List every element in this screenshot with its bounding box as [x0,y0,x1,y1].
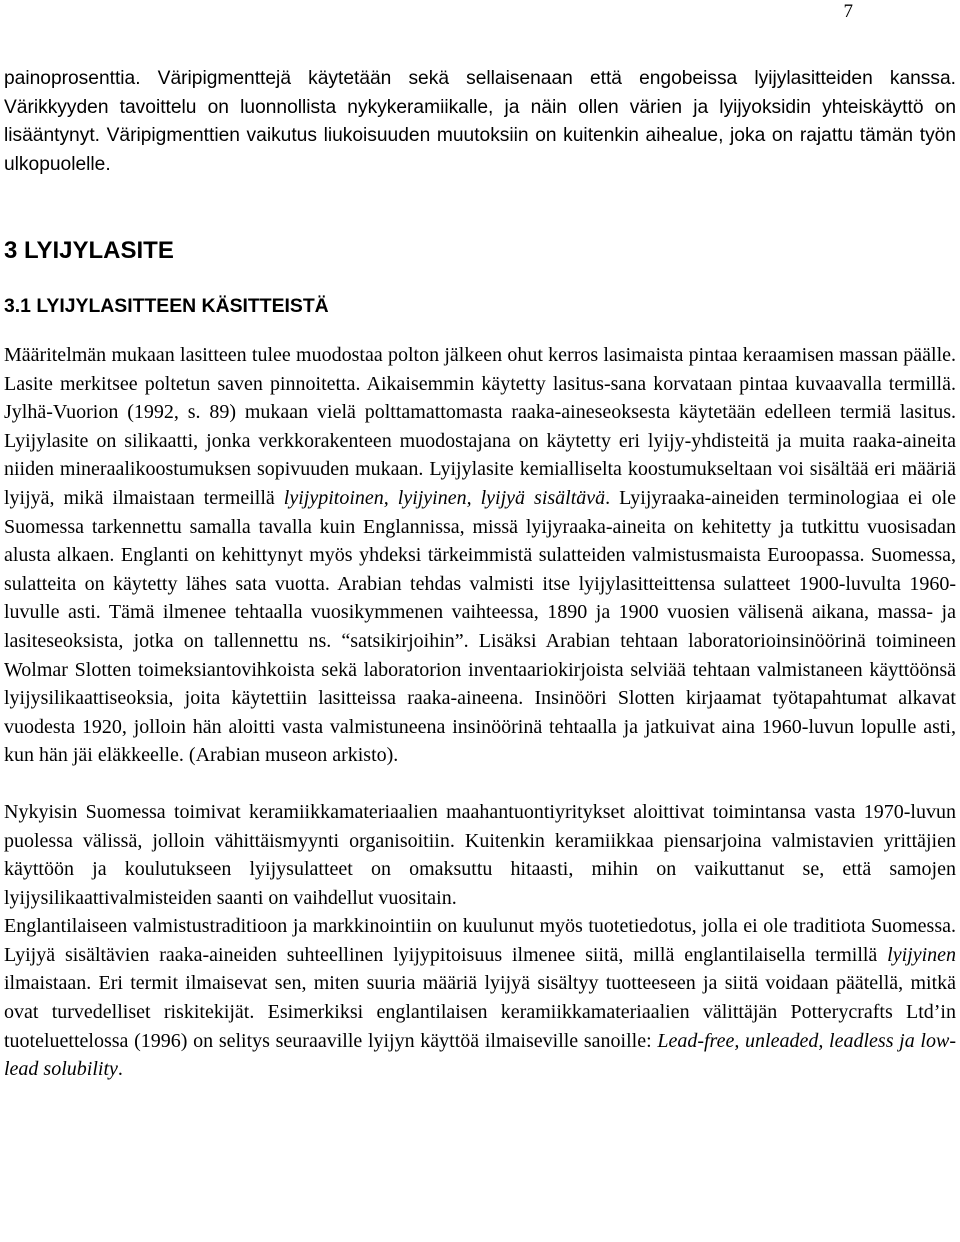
paragraph-3-text-c: . [117,1058,123,1081]
paragraph-3-italic-term: lyijyinen [887,943,956,966]
paragraph-3-italic-terms: Lead-free, unleaded, leadless ja low-lead solubility [4,1029,956,1081]
page-content [4,65,956,1084]
paragraph-1-text-a: Määritelmän mukaan lasitteen tulee muodostaa polton jälkeen ohut kerros lasimaista pintaa keraamisen massan päälle. Lasite merkitsee poltetun saven pinnoitetta. Aikaisemmin käytetty lasitus-sana korvataan pintaa kuvaavalla termillä. Jylhä-Vuorion (1992, s. 89) mukaan vielä polttamattomasta raaka-aineseoksesta käytetään edelleen termiä lasitus. Lyijylasite on silikaatti, jonka verkkorakenteen muodostajana on käytetty eri lyijy-yhdisteitä ja muita raaka-aineita niiden mineraalikoostumuksen sopivuuden mukaan. Lyijylasite kemialliselta koostumukseltaan voi sisältää eri määriä lyijyä, mikä ilmaistaan termeillä [4,344,956,509]
body-paragraph-1 [4,341,956,770]
body-paragraph-2: Nykyisin Suomessa toimivat keramiikkamateriaalien maahantuontiyritykset aloittivat toimintansa vasta 1970-luvun puolessa välissä, jolloin vähittäismyynti organisoitiin. Kuitenkin keramiikkaa piensarjoina valmistavien yrittäjien käyttöön ja koulutukseen lyijysulatteet on omaksuttu hitaasti, mihin on vaikuttanut se, että samojen lyijysilikaattivalmisteiden saanti on vaihdellut vuositain. [4,800,956,909]
paragraph-1-text-b: . Lyijyraaka-aineiden terminologiaa ei ole Suomessa tarkennettu samalla tavalla kuin Englannissa, missä lyijyraaka-aineita on kehitetty ja tutkittu vuosisadan alusta alkaen. Englanti on kehittynyt myös yhdeksi tärkeimmistä sulatteiden valmistusmaista Euroopassa. Suomessa, sulatteita on käytetty lähes sata vuotta. Arabian tehdas valmisti itse lyijylasitteittensa sulatteet 1900-luvulta 1960-luvulle asti. Tämä ilmenee tehtaalla vuosikymmenen vaihteessa, 1890 ja 1900 vuosien välisenä aikana, massa- ja lasiteseoksista, jotka on tallennettu ns. “satsikirjoihin”. Lisäksi Arabian tehtaan laboratorioinsinöörinä toimineen Wolmar Slotten toimeksiantovihkoista sekä laboratorion inventaariokirjoista selviää tehtaan valmistaneen käyttöönsä lyijysilikaattiseoksia, joita käytettiin lasitteissa raaka-aineena. Insinööri Slotten kirjaamat työtapahtumat alkavat vuodesta 1920, jolloin hän aloitti vasta valmistuneena insinöörinä tehtaalla ja jatkuivat aina 1960-luvun lopulle asti, kun hän jäi eläkkeelle. (Arabian museon arkisto). [4,486,956,767]
paragraph-1-italic-terms: lyijypitoinen, lyijyinen, lyijyä sisältävä [283,486,606,509]
page-number: 7 [843,1,853,22]
section-heading: 3.1 LYIJYLASITTEEN KÄSITTEISTÄ [4,295,329,317]
paragraph-3-text-a: Englantilaiseen valmistustraditioon ja markkinointiin on kuulunut myös tuotetiedotus, jolla ei ole traditiota Suomessa. Lyijyä sisältävien raaka-aineiden suhteellinen lyijypitoisuus ilmenee siitä, millä englantilaisella termillä [4,915,956,966]
body-paragraph-3 [4,912,956,1084]
paragraph-3-text-b: ilmaistaan. Eri termit ilmaisevat sen, miten suuria määriä lyijyä sisältyy tuotteeseen ja siitä voidaan päätellä, mitkä ovat turvedelliset riskitekijät. Esimerkiksi englantilaisen keramiikkamateriaalien välittäjän Potterycrafts Ltd’in tuoteluettelossa (1996) on selitys seuraaville lyijyn käyttöä ilmaiseville sanoille: [4,972,956,1052]
chapter-heading: 3 LYIJYLASITE [4,237,174,264]
intro-paragraph: painoprosenttia. Väripigmenttejä käytetään sekä sellaisenaan että engobeissa lyijylasitteiden kanssa. Värikkyyden tavoittelu on luonnollista nykykeramiikalle, ja näin ollen värien ja lyijyoksidin yhteiskäyttö on lisääntynyt. Väripigmenttien vaikutus liukoisuuden muutoksiin on kuitenkin aihealue, joka on rajattu tämän työn ulkopuolelle. [4,68,956,175]
